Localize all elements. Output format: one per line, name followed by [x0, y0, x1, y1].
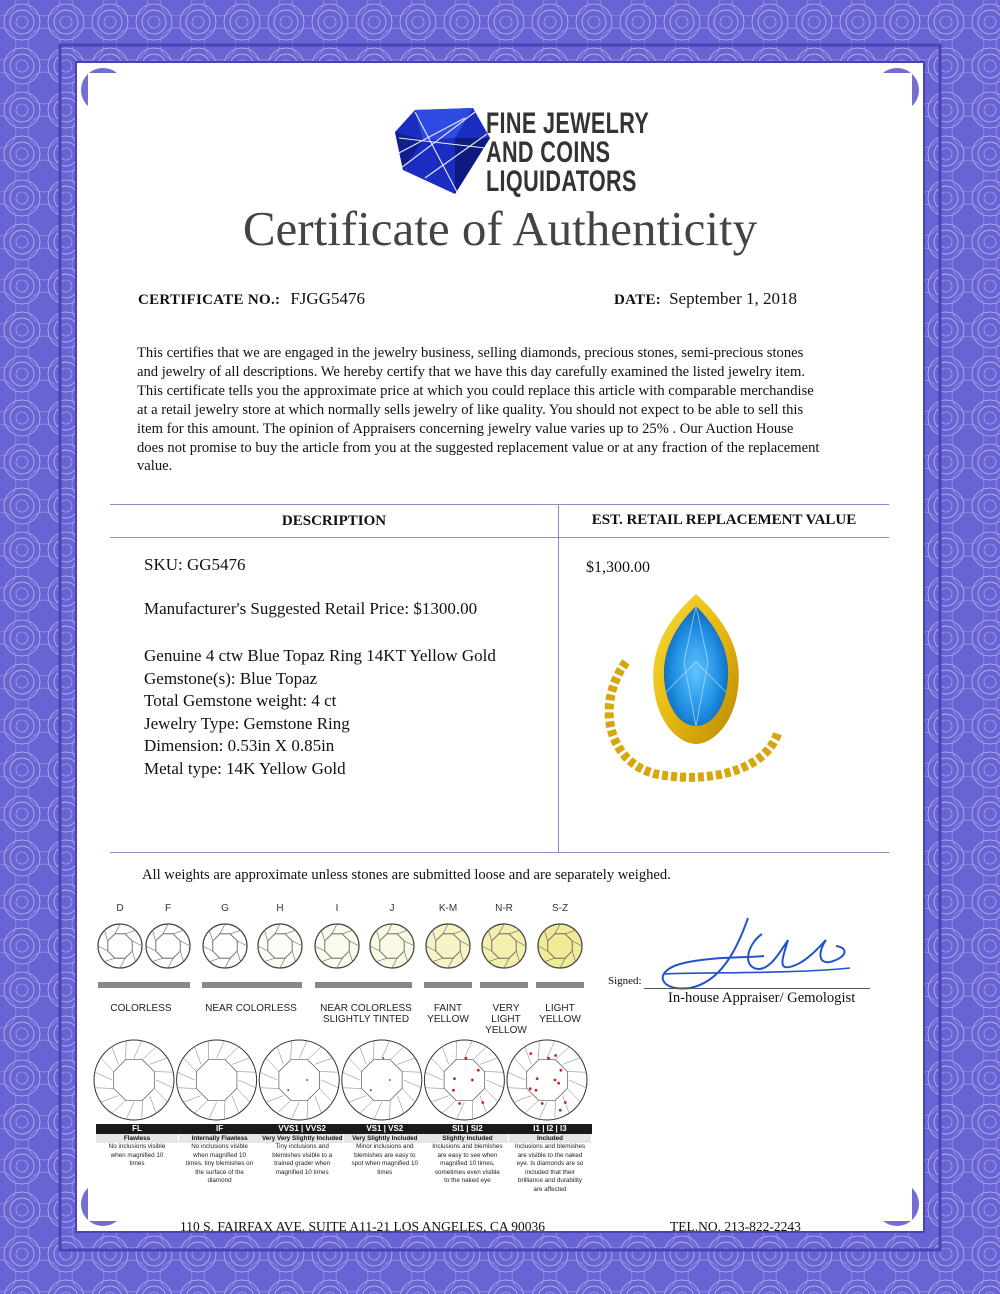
clarity-description-line: are easy to see when: [437, 1151, 498, 1159]
certificate-number-label: CERTIFICATE NO.:: [138, 292, 281, 308]
clarity-name: Slightly Included: [426, 1134, 508, 1143]
detail-line: Jewelry Type: Gemstone Ring: [144, 713, 350, 733]
date-label: DATE:: [614, 292, 662, 308]
color-grade-letter: K-M: [438, 903, 458, 914]
statement-line: and jewelry of all descriptions. We hereby certify that we have this day carefully examined the listed jewelry item.: [137, 363, 806, 380]
detail-line: Metal type: 14K Yellow Gold: [144, 758, 346, 778]
table-top-rule: [110, 504, 889, 505]
page-title: Certificate of Authenticity: [242, 201, 758, 256]
certificate-number-value: FJGG5476: [290, 289, 365, 308]
group-line: SLIGHTLY TINTED: [322, 1014, 410, 1025]
table-column-divider: [558, 504, 559, 852]
clarity-description-line: times, tiny blemishes on: [185, 1160, 254, 1168]
color-group-bracket: [424, 982, 472, 988]
color-group-bracket: [480, 982, 528, 988]
clarity-description-line: magnified 10 times,: [440, 1160, 495, 1168]
value-header: EST. RETAIL REPLACEMENT VALUE: [591, 512, 857, 528]
group-line: YELLOW: [539, 1014, 581, 1025]
clarity-description-line: spot when magnified 10: [351, 1160, 419, 1168]
replacement-value: $1,300.00: [586, 559, 650, 576]
group-line: YELLOW: [485, 1025, 527, 1036]
clarity-description-line: Tiny inclusions and: [275, 1143, 329, 1150]
color-grade-diamond-icon: [146, 924, 190, 968]
color-grade-diamond-icon: [538, 924, 582, 968]
clarity-description-line: when magnified 10: [110, 1151, 164, 1159]
clarity-grade-cell: [179, 1124, 261, 1186]
clarity-grade-cell: [426, 1124, 508, 1186]
color-group-bracket: [202, 982, 302, 988]
certification-statement: [137, 344, 877, 476]
clarity-description-line: are visible to the naked: [517, 1151, 583, 1159]
group-line: NEAR COLORLESS: [205, 1003, 297, 1014]
signature-line: [644, 988, 870, 989]
clarity-code: I1 | I2 | I3: [533, 1124, 567, 1133]
clarity-name: Very Slightly Included: [344, 1134, 426, 1143]
clarity-grade-row: [96, 1124, 592, 1214]
gem-logo-icon: [395, 108, 491, 196]
clarity-description-line: sometimes even visible: [434, 1168, 500, 1176]
item-details: [144, 645, 496, 781]
description-header: DESCRIPTION: [281, 513, 387, 529]
certificate-date: [614, 289, 797, 309]
detail-line: Gemstone(s): Blue Topaz: [144, 668, 318, 688]
sku: SKU: GG5476: [144, 555, 246, 574]
group-line: NEAR COLORLESS: [320, 1003, 412, 1014]
color-grade-diamond-icon: [203, 924, 247, 968]
clarity-grade-cell: [96, 1124, 178, 1169]
clarity-description-line: when magnified 10: [193, 1151, 247, 1159]
color-grade-letter: F: [164, 903, 172, 914]
color-grade-diamond-icon: [98, 924, 142, 968]
clarity-description-line: magnified 10 times: [275, 1168, 329, 1176]
clarity-description-line: Minor inclusions and: [356, 1143, 414, 1150]
footer-phone: TEL.NO. 213-822-2243: [670, 1219, 801, 1234]
clarity-diamond-icon: [177, 1040, 257, 1120]
company-name-line: LIQUIDATORS: [486, 165, 637, 198]
color-grade-diamond-icon: [258, 924, 302, 968]
color-grade-diamond-icon: [370, 924, 414, 968]
statement-line: This certificate tells you the approximate price at which you could replace this article with comparable merchandise: [137, 382, 814, 399]
color-group-label: [100, 1003, 182, 1014]
company-name: [486, 109, 649, 196]
group-line: YELLOW: [427, 1014, 469, 1025]
clarity-name: Very Very Slightly Included: [261, 1135, 343, 1142]
statement-line: item for this amount. The opinion of Appraisers concerning jewelry value varies up to 25% . Our Auction House: [137, 420, 794, 437]
group-line: LIGHT: [545, 1003, 575, 1014]
clarity-description-line: blemishes are easy to: [354, 1151, 416, 1159]
color-group-label: [423, 1003, 473, 1025]
clarity-description-line: eye. Is diamonds are so: [516, 1160, 584, 1168]
clarity-description-line: Inclusions and blemishes: [432, 1143, 503, 1150]
color-group-label: [196, 1003, 306, 1014]
color-grade-diamond-icon: [482, 924, 526, 968]
signature-image: [650, 912, 860, 994]
color-grade-letter: J: [389, 903, 395, 914]
clarity-name: Internally Flawless: [179, 1134, 261, 1143]
statement-line: value.: [137, 458, 173, 475]
color-group-bracket: [315, 982, 412, 988]
clarity-description-line: included that their: [525, 1168, 575, 1176]
clarity-description-line: blemishes visible to a: [272, 1151, 333, 1159]
clarity-code: VS1 | VS2: [366, 1124, 404, 1133]
clarity-diamond-icon: [424, 1040, 504, 1120]
clarity-code: SI1 | SI2: [452, 1124, 483, 1133]
color-group-label: [535, 1003, 585, 1025]
certificate-number: [138, 289, 365, 309]
signed-label: Signed:: [608, 975, 642, 987]
clarity-code: FL: [132, 1124, 142, 1133]
statement-line: does not promise to buy the article from you at the suggested replacement value or at any fraction of the replacement: [137, 439, 820, 456]
msrp: Manufacturer's Suggested Retail Price: $1300.00: [144, 599, 478, 618]
clarity-description-line: No inclusions visible: [108, 1143, 166, 1150]
clarity-diamond-icon: [259, 1040, 339, 1120]
clarity-diamond-icon: [94, 1040, 174, 1120]
color-grade-letter: I: [335, 903, 339, 914]
group-line: FAINT: [433, 1003, 463, 1014]
clarity-code: IF: [216, 1124, 224, 1133]
clarity-description-line: No inclusions visible: [191, 1143, 248, 1150]
color-grade-letter: N-R: [495, 903, 513, 914]
color-grade-letter: D: [116, 903, 124, 914]
clarity-diamond-icon: [342, 1040, 422, 1120]
clarity-diamond-icon: [507, 1040, 587, 1120]
clarity-description-line: trained grader when: [274, 1160, 331, 1168]
detail-line: Dimension: 0.53in X 0.85in: [144, 736, 335, 756]
company-name-line: AND COINS: [486, 136, 611, 169]
clarity-code: VVS1 | VVS2: [278, 1124, 326, 1133]
clarity-description-line: times: [129, 1160, 145, 1168]
table-header-rule: [110, 537, 889, 538]
clarity-description-line: brilliance and durability: [517, 1177, 583, 1185]
clarity-description-line: Inclusions and blemishes: [514, 1143, 586, 1150]
statement-line: This certifies that we are engaged in the jewelry business, selling diamonds, precious stones, semi-precious stones: [137, 345, 804, 361]
clarity-description-line: times: [377, 1168, 393, 1176]
footer-address: 110 S. FAIRFAX AVE. SUITE A11-21 LOS ANGELES, CA 90036: [180, 1219, 546, 1234]
clarity-grade-chart: [92, 1032, 592, 1128]
clarity-grade-cell: [261, 1124, 343, 1177]
date-value: September 1, 2018: [669, 289, 798, 308]
clarity-description-line: to the naked eye: [444, 1177, 491, 1185]
company-name-line: FINE JEWELRY: [486, 107, 650, 140]
weights-note: All weights are approximate unless stones are submitted loose and are separately weighed.: [142, 867, 671, 883]
clarity-name: Included: [509, 1134, 591, 1143]
clarity-description-line: diamond: [207, 1177, 232, 1185]
clarity-description-line: are affected: [533, 1185, 567, 1193]
detail-line: Total Gemstone weight: 4 ct: [144, 691, 337, 711]
color-group-label: [311, 1003, 421, 1025]
clarity-grade-cell: [509, 1124, 591, 1195]
ring-image: [596, 592, 786, 782]
color-group-bracket: [98, 982, 190, 988]
statement-line: at a retail jewelry store at which normally sells jewelry of like quality. You should not expect to be able to sell this: [137, 401, 804, 418]
group-line: COLORLESS: [110, 1003, 172, 1014]
color-grade-letter: H: [276, 903, 284, 914]
appraiser-role: In-house Appraiser/ Gemologist: [668, 990, 856, 1006]
color-grade-letter: S-Z: [551, 903, 569, 914]
color-grade-letter: G: [221, 903, 229, 914]
detail-line: Genuine 4 ctw Blue Topaz Ring 14KT Yellow Gold: [144, 646, 496, 665]
color-grade-diamond-icon: [315, 924, 359, 968]
clarity-grade-cell: [344, 1124, 426, 1177]
color-grade-diamond-icon: [426, 924, 470, 968]
clarity-name: Flawless: [96, 1134, 178, 1143]
table-bottom-rule: [110, 852, 889, 853]
color-group-bracket: [536, 982, 584, 988]
group-line: VERY LIGHT: [491, 1003, 521, 1025]
clarity-description-line: the surface of the: [195, 1168, 244, 1176]
